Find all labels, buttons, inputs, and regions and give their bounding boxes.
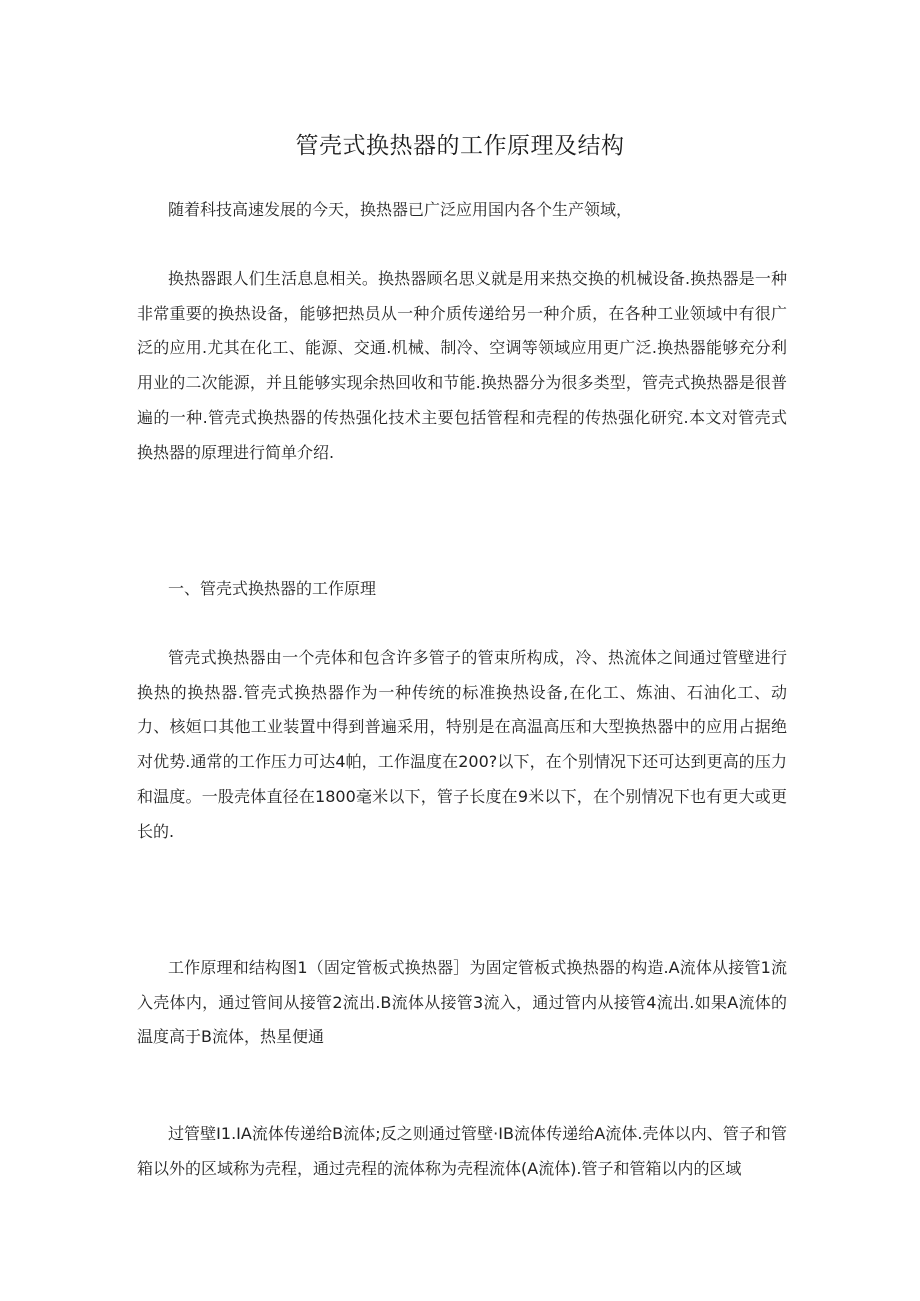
- overview-paragraph: 换热器跟人们生活息息相关。换热器顾名思义就是用来热交换的机械设备.换热器是一种非常重要的换热设备，能够把热员从一种介质传递给另一种介质，在各种工业领域中有很广泛的应用.尤其在化工、能源、交通.机械、制冷、空调等领域应用更广泛.换热器能够充分利用业的二次能源，并且能够实现余热回收和节能.换热器分为很多类型，管壳式换热器是很普遍的一种.管壳式换热器的传热强化技术主要包括管程和壳程的传热强化研究.本文对管壳式换热器的原理进行简单介绍.: [137, 269, 787, 462]
- description-paragraph: 管壳式换热器由一个壳体和包含许多管子的管束所构成，冷、热流体之间通过管壁进行换热的换热器.管壳式换热器作为一种传统的标准换热设备,在化工、炼油、石油化工、动力、核姮口其他工业装置中得到普遍采用，特别是在高温高压和大型换热器中的应用占据绝对优势.通常的工作压力可达4帕，工作温度在200?以下，在个别情况下还可达到更高的压力和温度。一股壳体直径在1800毫米以下，管子长度在9米以下，在个别情况下也有更大或更长的.: [137, 648, 787, 841]
- section-heading-working-principle: 一、管壳式换热器的工作原理: [168, 579, 377, 598]
- intro-paragraph: 随着科技高速发展的今天，换热器已广泛应用国内各个生产领域，: [168, 200, 633, 219]
- shell-side-paragraph: 过管壁I1.IA流体传递给B流体;反之则通过管壁·IB流体传递给A流体.壳体以内、管子和管箱以外的区域称为壳程，通过壳程的流体称为壳程流体(A流体).管子和管箱以内的区域: [137, 1124, 787, 1178]
- structure-paragraph: 工作原理和结构图1（固定管板式换热器］为固定管板式换热器的构造.A流体从接管1流入壳体内，通过管间从接管2流出.B流体从接管3流入，通过管内从接管4流出.如果A流体的温度高于B流体，热星便通: [137, 958, 787, 1047]
- document-title: 管壳式换热器的工作原理及结构: [295, 133, 625, 159]
